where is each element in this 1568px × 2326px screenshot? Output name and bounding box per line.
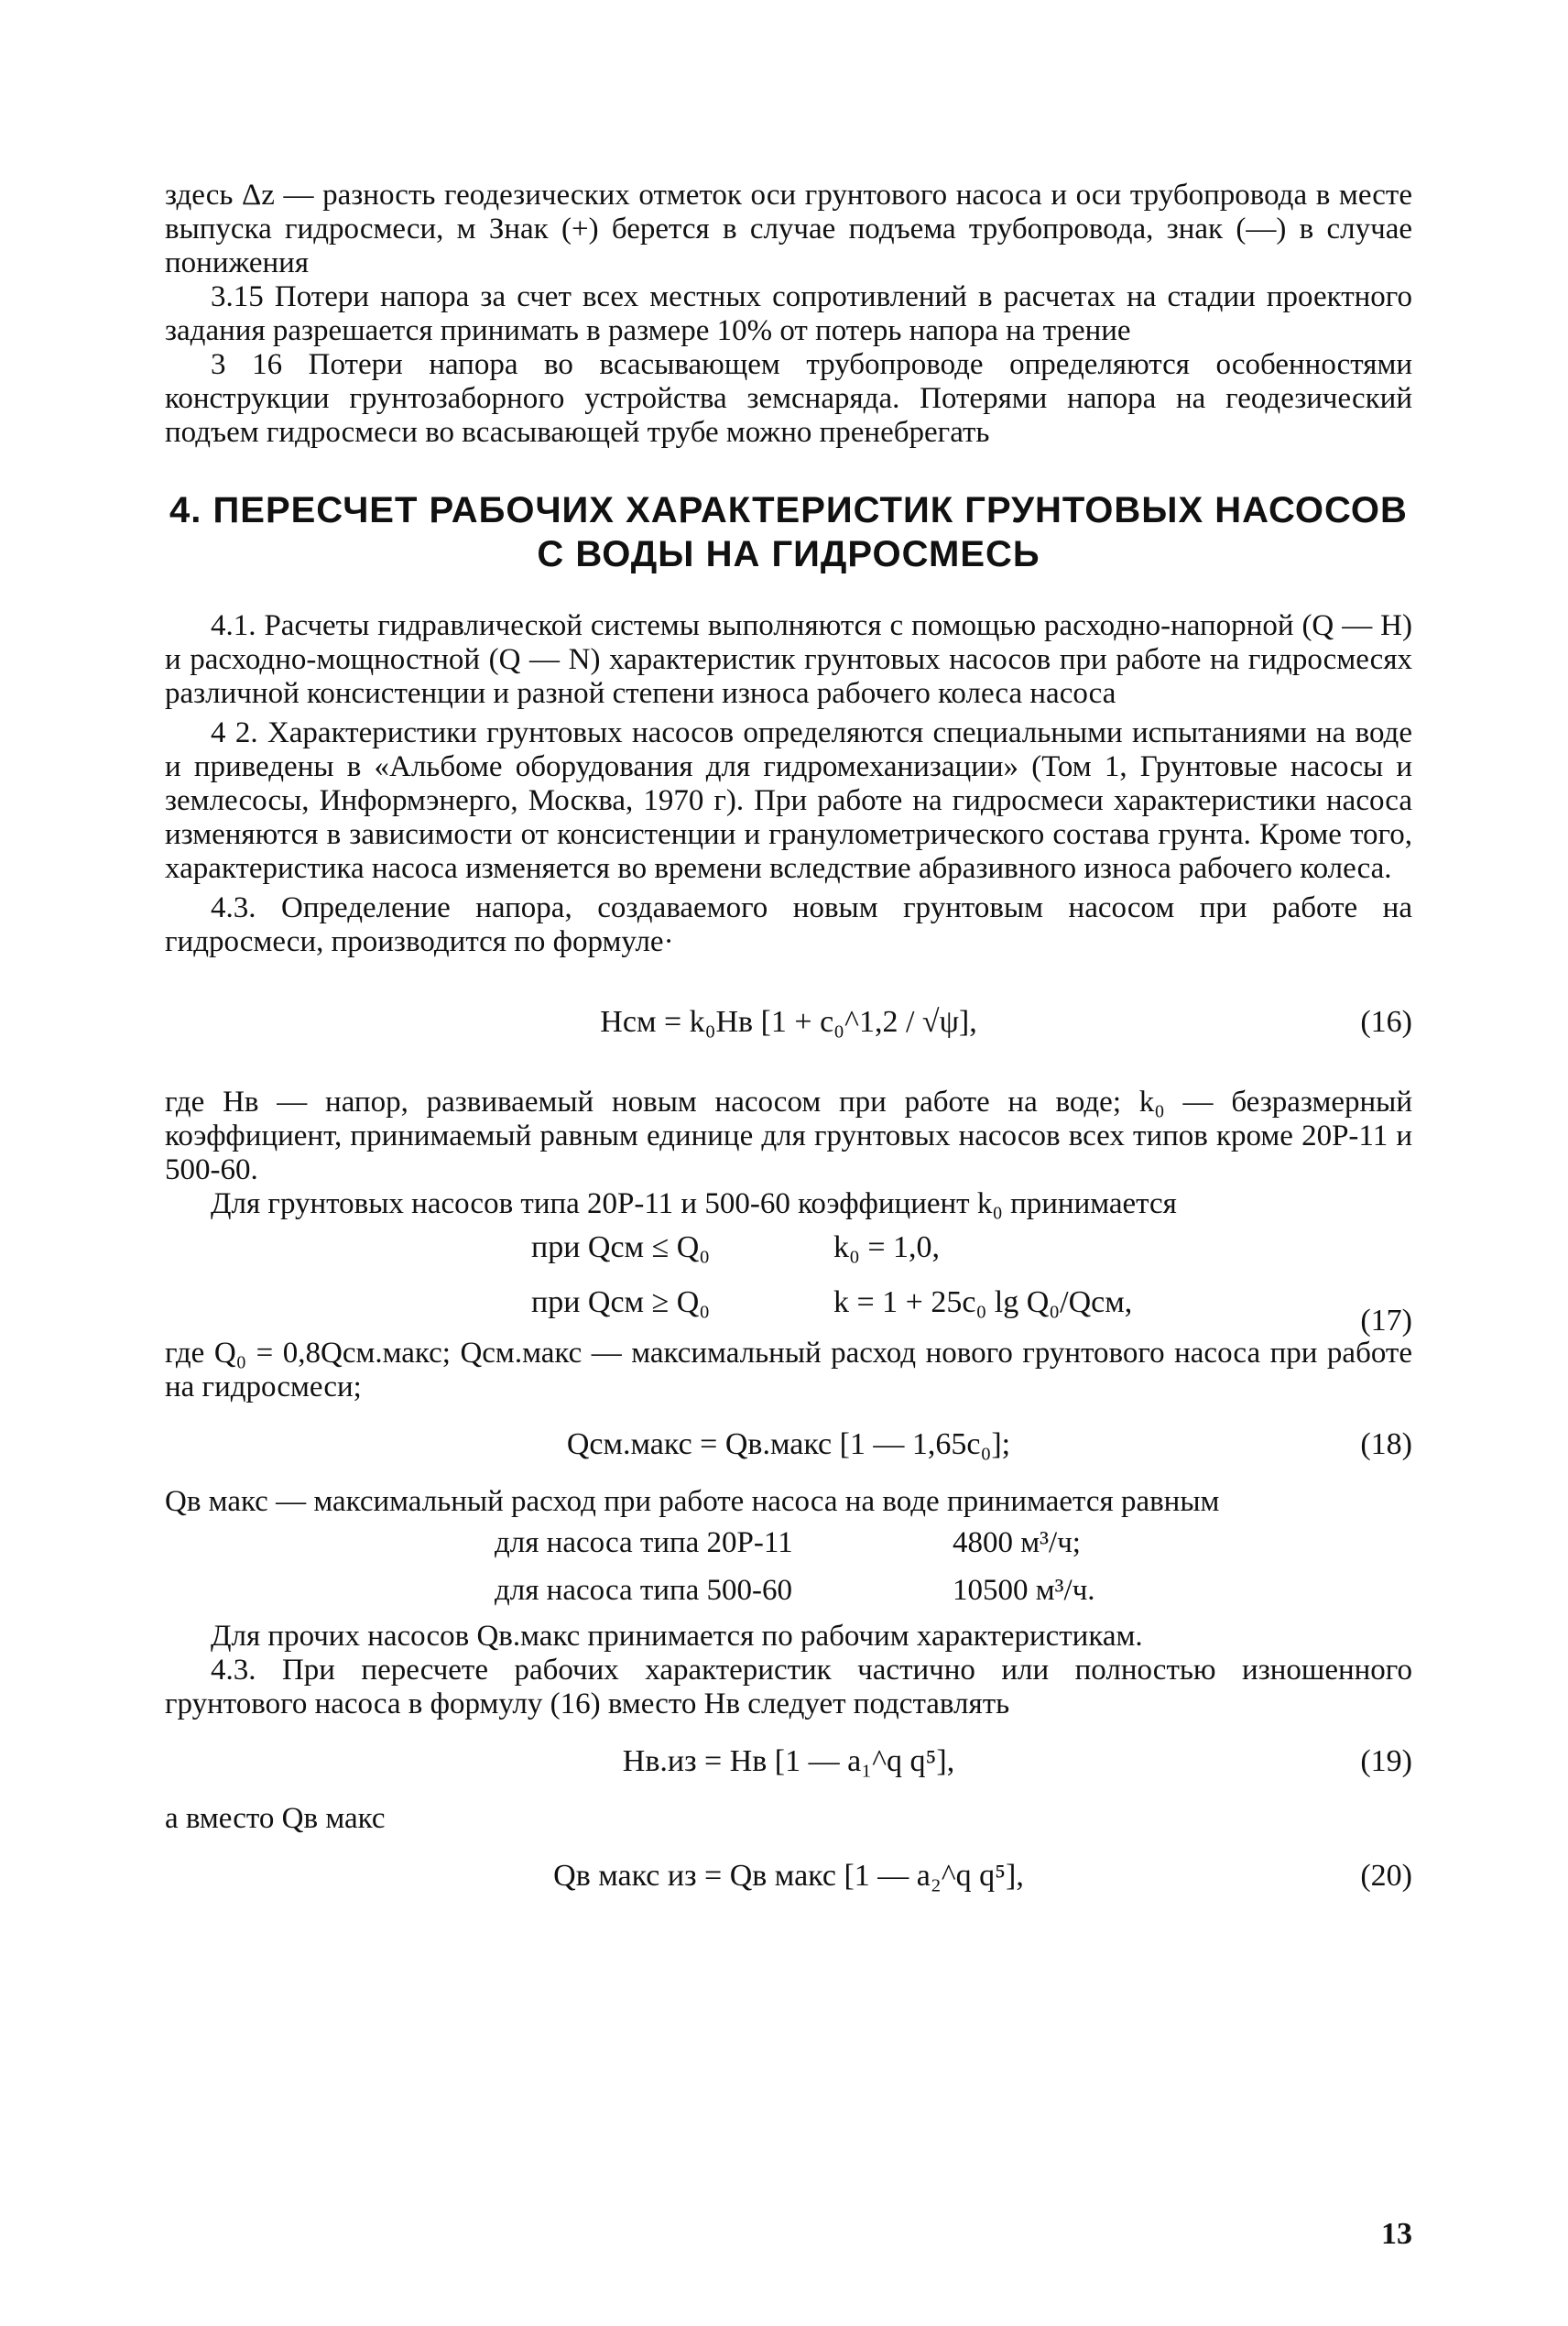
equation-18-number: (18) [1360,1427,1412,1461]
pump-type-label: для насоса типа 20Р-11 [495,1526,793,1559]
paragraph-dz-definition: здесь Δz — разность геодезических отметок оси грунтового насоса и оси трубопровода в месте выпуска гидросмеси, м Знак (+) берется в случае подъема трубопровода, знак (—) в случае понижения [165,179,1412,279]
equation-19 [165,1734,1412,1789]
equation-20-formula: Qв макс из = Qв макс [1 — a₂^q q⁵], [553,1859,1024,1893]
paragraph-q0-definition: где Q₀ = 0,8Qсм.макс; Qсм.макс — максимальный расход нового грунтового насоса при работе на гидросмеси; [165,1337,1412,1403]
paragraph-instead-qv: а вместо Qв макс [165,1802,386,1835]
equation-17-line-1 [165,1221,1412,1276]
equation-16 [165,972,1412,1073]
equation-17-line-2 [165,1276,1412,1338]
pump-type-row [165,1567,1412,1614]
section-heading: 4. ПЕРЕСЧЕТ РАБОЧИХ ХАРАКТЕРИСТИК ГРУНТОВЫХ НАСОСОВ С ВОДЫ НА ГИДРОСМЕСЬ [169,490,1408,574]
pump-type-value: 10500 м³/ч. [953,1574,1095,1607]
paragraph-other-pumps: Для прочих насосов Qв.макс принимается по рабочим характеристикам. [211,1620,1143,1653]
equation-18-formula: Qсм.макс = Qв.макс [1 — 1,65c₀]; [566,1427,1011,1461]
equation-19-number: (19) [1360,1744,1412,1778]
pump-type-value: 4800 м³/ч; [953,1526,1081,1559]
equation-17a-condition: при Qсм ≤ Q₀ [531,1230,711,1264]
paragraph-3-16: 3 16 Потери напора во всасывающем трубопроводе определяются особенностями конструкции грунтозаборного устройства земснаряда. Потерями напора на геодезический подъем гидросмеси во всасывающей трубе можно пренебрегать [165,348,1412,449]
equation-16-number: (16) [1360,1005,1412,1039]
paragraph-3-15: 3.15 Потери напора за счет всех местных сопротивлений в расчетах на стадии проектного задания разрешается принимать в размере 10% от потерь напора на трение [165,280,1412,347]
equation-19-formula: Hв.из = Hв [1 — a₁^q q⁵], [622,1744,955,1778]
paragraph-4-2: 4 2. Характеристики грунтовых насосов определяются специальными испытаниями на воде и приведены в «Альбоме оборудования для гидромеханизации» (Том 1, Грунтовые насосы и землесосы, Информэнерго, Москва, 1970 г). При работе на гидросмеси характеристики насоса изменяются в зависимости от консистенции и гранулометрического состава грунта. Кроме того, характеристика насоса изменяется во времени вследствие абразивного износа рабочего колеса. [165,716,1412,885]
paragraph-4-3: 4.3. Определение напора, создаваемого новым грунтовым насосом при работе на гидросмеси, производится по формуле· [165,891,1412,958]
equation-17-number: (17) [1360,1304,1412,1338]
equation-16-formula: Hсм = k₀Hв [1 + c₀^1,2 / √ψ], [600,1005,977,1039]
paragraph-4-1: 4.1. Расчеты гидравлической системы выполняются с помощью расходно-напорной (Q — H) и расходно-мощностной (Q — N) характеристик грунтовых насосов при работе на гидросмесях различной консистенции и разной степени износа рабочего колеса насоса [165,609,1412,710]
page-number: 13 [1381,2217,1412,2251]
equation-20-number: (20) [1360,1859,1412,1893]
equation-18 [165,1417,1412,1472]
equation-17a-value: k₀ = 1,0, [833,1230,941,1264]
equation-20 [165,1849,1412,1904]
equation-17b-value: k = 1 + 25c₀ lg Q₀/Qсм, [833,1285,1133,1319]
paragraph-worn-pump: 4.3. При пересчете рабочих характеристик частично или полностью изношенного грунтового насоса в формулу (16) вместо Hв следует подставлять [165,1654,1412,1720]
paragraph-k0-types: Для грунтовых насосов типа 20Р-11 и 500-60 коэффициент k₀ принимается [211,1187,1177,1220]
pump-type-row [165,1519,1412,1567]
paragraph-hv-definition: где Hв — напор, развиваемый новым насосом при работе на воде; k₀ — безразмерный коэффициент, принимаемый равным единице для грунтовых насосов всех типов кроме 20Р-11 и 500-60. [165,1086,1412,1186]
paragraph-qv-max: Qв макс — максимальный расход при работе насоса на воде принимается равным [165,1485,1220,1518]
pump-type-label: для насоса типа 500-60 [495,1574,793,1607]
equation-17b-condition: при Qсм ≥ Q₀ [531,1285,711,1319]
